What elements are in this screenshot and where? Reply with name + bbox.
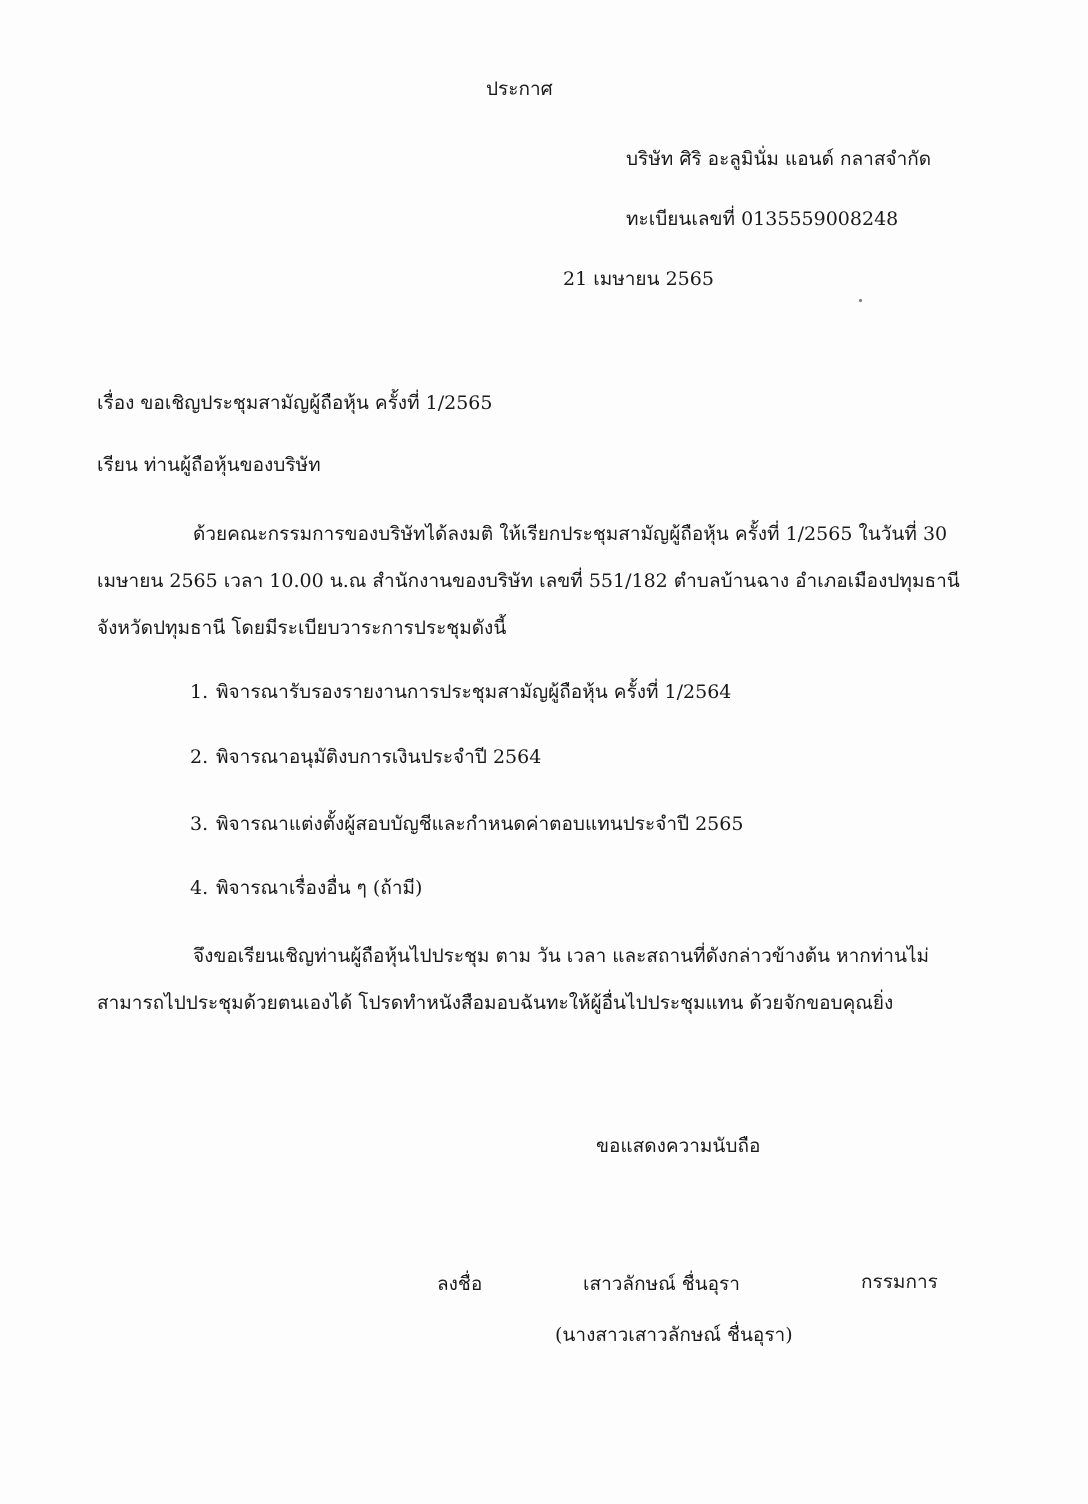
- agenda-text: พิจารณาแต่งตั้งผู้สอบบัญชีและกำหนดค่าตอบแทนประจำปี 2565: [216, 813, 744, 835]
- agenda-text: พิจารณาเรื่องอื่น ๆ (ถ้ามี): [216, 877, 423, 899]
- agenda-item-1: [190, 677, 731, 707]
- paragraph-line: เมษายน 2565 เวลา 10.00 น.ณ สำนักงานของบริษัท เลขที่ 551/182 ตำบลบ้านฉาง อำเภอเมืองปทุมธานี: [97, 570, 960, 592]
- agenda-number: 4.: [190, 877, 209, 899]
- closing-line: ขอแสดงความนับถือ: [596, 1135, 761, 1157]
- signature-label: ลงชื่อ: [437, 1273, 483, 1295]
- signature-name: เสาวลักษณ์ ชื่นอุรา: [583, 1273, 740, 1295]
- agenda-number: 2.: [190, 746, 209, 768]
- paragraph-line: สามารถไปประชุมด้วยตนเองได้ โปรดทำหนังสือมอบฉันทะให้ผู้อื่นไปประชุมแทน ด้วยจักขอบคุณยิ่ง: [97, 992, 894, 1014]
- agenda-text: พิจารณาอนุมัติงบการเงินประจำปี 2564: [216, 746, 542, 768]
- paragraph-line: จังหวัดปทุมธานี โดยมีระเบียบวาระการประชุมดังนี้: [97, 617, 507, 639]
- signer-full-name: (นางสาวเสาวลักษณ์ ชื่นอุรา): [555, 1324, 793, 1346]
- agenda-item-4: [190, 873, 422, 903]
- company-name: บริษัท ศิริ อะลูมินั่ม แอนด์ กลาสจำกัด: [626, 148, 932, 170]
- subject-line: เรื่อง ขอเชิญประชุมสามัญผู้ถือหุ้น ครั้งที่ 1/2565: [97, 392, 493, 414]
- agenda-text: พิจารณารับรองรายงานการประชุมสามัญผู้ถือหุ้น ครั้งที่ 1/2564: [216, 681, 732, 703]
- document-date: 21 เมษายน 2565: [563, 268, 714, 290]
- agenda-item-2: [190, 742, 541, 772]
- agenda-number: 1.: [190, 681, 209, 703]
- body-paragraph-2: [97, 933, 929, 1027]
- agenda-item-3: [190, 809, 743, 839]
- body-paragraph-1: [97, 511, 960, 652]
- scan-speck: [859, 299, 862, 302]
- paragraph-line: จึงขอเรียนเชิญท่านผู้ถือหุ้นไปประชุม ตาม วัน เวลา และสถานที่ดังกล่าวข้างต้น หากท่านไม่: [193, 945, 930, 967]
- registration-number: ทะเบียนเลขที่ 0135559008248: [626, 208, 899, 230]
- paragraph-line: ด้วยคณะกรรมการของบริษัทได้ลงมติ ให้เรียกประชุมสามัญผู้ถือหุ้น ครั้งที่ 1/2565 ในวันที่ 30: [193, 523, 948, 545]
- document-title: ประกาศ: [486, 78, 553, 100]
- addressee-line: เรียน ท่านผู้ถือหุ้นของบริษัท: [97, 454, 321, 476]
- agenda-number: 3.: [190, 813, 209, 835]
- signature-position: กรรมการ: [861, 1271, 938, 1293]
